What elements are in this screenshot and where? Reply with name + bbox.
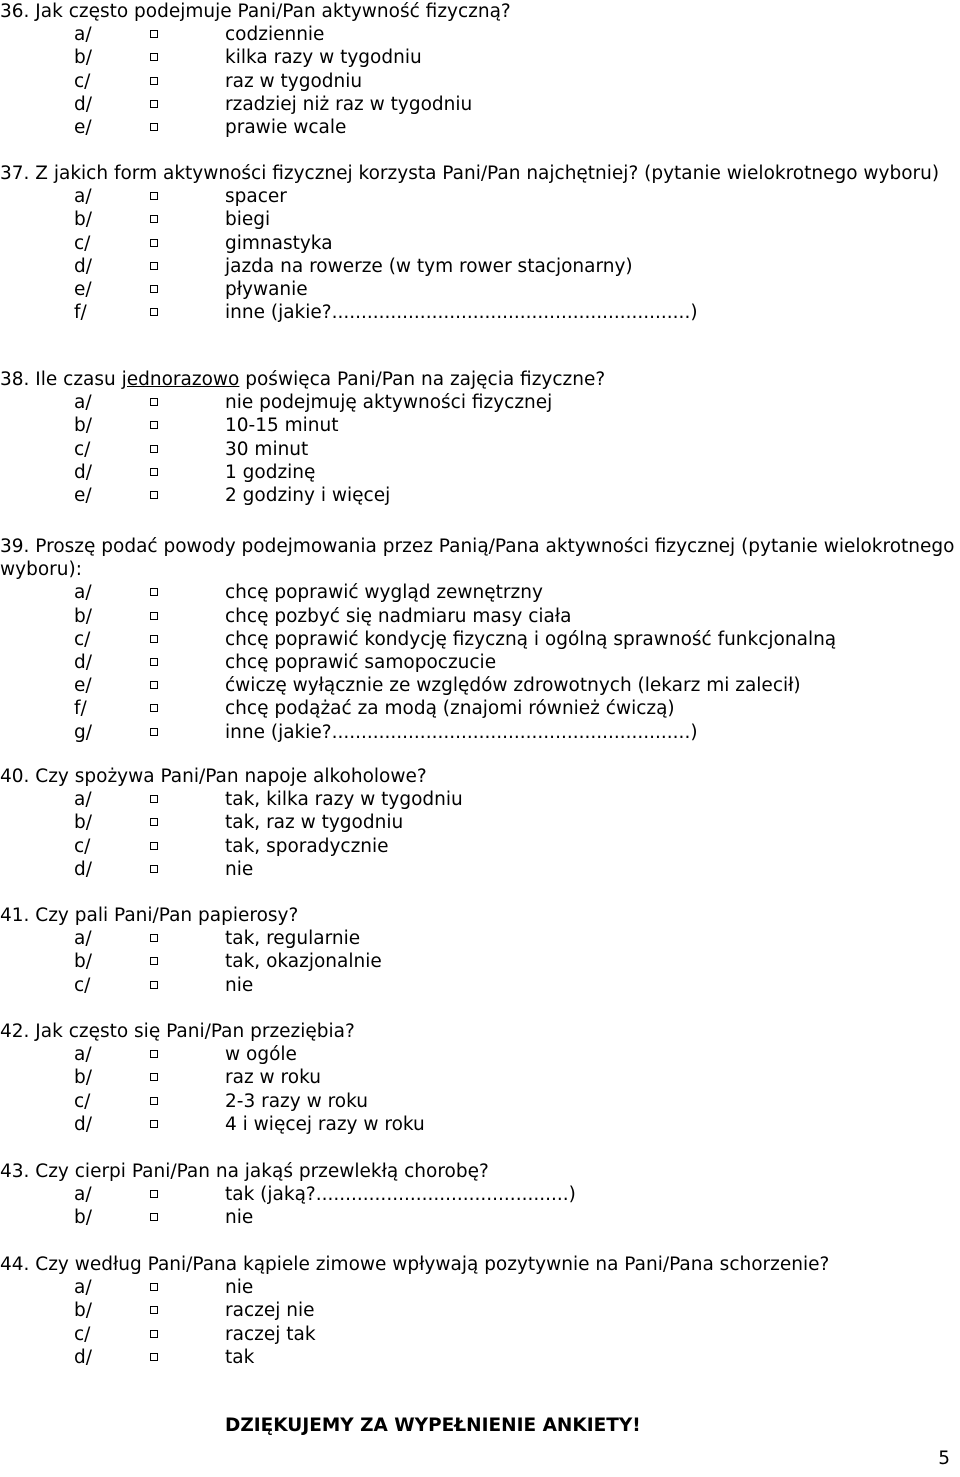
checkbox-icon[interactable] — [150, 1073, 158, 1081]
option-letter: e/ — [74, 278, 92, 300]
answer-option[interactable] — [0, 651, 955, 674]
option-letter: a/ — [74, 1044, 92, 1066]
checkbox-icon[interactable] — [150, 1213, 158, 1221]
answer-option[interactable] — [0, 1323, 955, 1346]
option-label: raz w roku — [225, 1067, 321, 1089]
answer-option[interactable] — [0, 46, 955, 69]
option-letter: c/ — [74, 628, 91, 650]
answer-option[interactable] — [0, 484, 955, 507]
option-label: w ogóle — [225, 1044, 297, 1066]
answer-option[interactable] — [0, 674, 955, 697]
answer-option[interactable] — [0, 208, 955, 231]
checkbox-icon[interactable] — [150, 192, 158, 200]
question-q44 — [0, 1253, 955, 1369]
checkbox-icon[interactable] — [150, 445, 158, 453]
answer-option[interactable] — [0, 301, 955, 324]
checkbox-icon[interactable] — [150, 468, 158, 476]
option-letter: b/ — [74, 1067, 92, 1089]
option-letter: a/ — [74, 789, 92, 811]
checkbox-icon[interactable] — [150, 865, 158, 873]
option-letter: g/ — [74, 721, 92, 743]
question-text-emphasis: jednorazowo — [121, 369, 240, 390]
question-text-part: 37. Z jakich form aktywności fizycznej korzysta Pani/Pan najchętniej? (pytanie wielokrotnego wyboru) — [0, 163, 940, 184]
answer-option[interactable] — [0, 1346, 955, 1369]
question-q43 — [0, 1160, 955, 1230]
option-label: 30 minut — [225, 438, 309, 460]
question-q38 — [0, 368, 955, 507]
option-letter: d/ — [74, 93, 92, 115]
checkbox-icon[interactable] — [150, 842, 158, 850]
answer-option[interactable] — [0, 1113, 955, 1136]
option-letter: a/ — [74, 928, 92, 950]
question-text-part: 39. Proszę podać powody podejmowania przez Panią/Pana aktywności fizycznej (pytanie wielokrotnego wyboru): — [0, 536, 955, 581]
question-q41 — [0, 904, 955, 997]
option-label: jazda na rowerze (w tym rower stacjonarny) — [225, 255, 633, 277]
checkbox-icon[interactable] — [150, 1050, 158, 1058]
checkbox-icon[interactable] — [150, 704, 158, 712]
option-letter: b/ — [74, 951, 92, 973]
checkbox-icon[interactable] — [150, 398, 158, 406]
checkbox-icon[interactable] — [150, 421, 158, 429]
answer-option[interactable] — [0, 461, 955, 484]
option-label: 4 i więcej razy w roku — [225, 1113, 425, 1135]
option-letter: b/ — [74, 812, 92, 834]
answer-option[interactable] — [0, 391, 955, 414]
question-q40 — [0, 765, 955, 881]
thank-you-footer: DZIĘKUJEMY ZA WYPEŁNIENIE ANKIETY! — [225, 1415, 641, 1436]
answer-option[interactable] — [0, 278, 955, 301]
checkbox-icon[interactable] — [150, 30, 158, 38]
checkbox-icon[interactable] — [150, 588, 158, 596]
answer-option[interactable] — [0, 788, 955, 811]
option-letter: f/ — [74, 302, 87, 324]
option-letter: d/ — [74, 651, 92, 673]
question-q37 — [0, 162, 955, 324]
option-letter: a/ — [74, 1277, 92, 1299]
option-label: nie — [225, 1207, 254, 1229]
option-label: nie podejmuję aktywności fizycznej — [225, 392, 553, 414]
answer-option[interactable] — [0, 605, 955, 628]
option-label: gimnastyka — [225, 232, 333, 254]
option-letter: b/ — [74, 1207, 92, 1229]
option-letter: e/ — [74, 484, 92, 506]
option-label: pływanie — [225, 278, 308, 300]
option-label: spacer — [225, 186, 287, 208]
answer-option[interactable] — [0, 93, 955, 116]
answer-option[interactable] — [0, 1066, 955, 1089]
option-letter: a/ — [74, 1184, 92, 1206]
option-label: biegi — [225, 209, 271, 231]
option-label: codziennie — [225, 24, 325, 46]
answer-option[interactable] — [0, 70, 955, 93]
option-label: inne (jakie?.............................................................) — [225, 302, 698, 324]
question-text — [0, 0, 955, 23]
question-text-part: 44. Czy według Pani/Pana kąpiele zimowe wpływają pozytywnie na Pani/Pana schorzenie? — [0, 1254, 830, 1275]
option-letter: b/ — [74, 1300, 92, 1322]
question-text-part: 42. Jak często się Pani/Pan przeziębia? — [0, 1021, 355, 1042]
checkbox-icon[interactable] — [150, 308, 158, 316]
checkbox-icon[interactable] — [150, 612, 158, 620]
checkbox-icon[interactable] — [150, 1283, 158, 1291]
option-label: nie — [225, 974, 254, 996]
answer-option[interactable] — [0, 835, 955, 858]
option-letter: c/ — [74, 70, 91, 92]
question-q42 — [0, 1020, 955, 1136]
answer-option[interactable] — [0, 23, 955, 46]
option-label: tak (jaką?...........................................) — [225, 1184, 576, 1206]
option-letter: a/ — [74, 392, 92, 414]
checkbox-icon[interactable] — [150, 285, 158, 293]
checkbox-icon[interactable] — [150, 100, 158, 108]
answer-option[interactable] — [0, 116, 955, 139]
option-label: 2-3 razy w roku — [225, 1090, 368, 1112]
checkbox-icon[interactable] — [150, 1120, 158, 1128]
answer-option[interactable] — [0, 1090, 955, 1113]
option-letter: b/ — [74, 47, 92, 69]
option-label: tak, raz w tygodniu — [225, 812, 404, 834]
checkbox-icon[interactable] — [150, 123, 158, 131]
option-label: chcę poprawić kondycję fizyczną i ogólną sprawność funkcjonalną — [225, 628, 837, 650]
checkbox-icon[interactable] — [150, 77, 158, 85]
option-label: chcę podążać za modą (znajomi również ćwiczą) — [225, 698, 675, 720]
option-letter: d/ — [74, 255, 92, 277]
option-letter: b/ — [74, 415, 92, 437]
question-text-part: 41. Czy pali Pani/Pan papierosy? — [0, 905, 299, 926]
option-letter: c/ — [74, 1323, 91, 1345]
option-letter: d/ — [74, 1113, 92, 1135]
checkbox-icon[interactable] — [150, 239, 158, 247]
question-text — [0, 162, 955, 185]
question-text-part: 43. Czy cierpi Pani/Pan na jakąś przewlekłą chorobę? — [0, 1161, 489, 1182]
answer-option[interactable] — [0, 232, 955, 255]
option-label: chcę poprawić wygląd zewnętrzny — [225, 582, 543, 604]
answer-option[interactable] — [0, 185, 955, 208]
answer-option[interactable] — [0, 1043, 955, 1066]
option-label: rzadziej niż raz w tygodniu — [225, 93, 473, 115]
option-letter: c/ — [74, 974, 91, 996]
option-letter: c/ — [74, 835, 91, 857]
option-label: kilka razy w tygodniu — [225, 47, 422, 69]
option-letter: a/ — [74, 24, 92, 46]
option-letter: e/ — [74, 675, 92, 697]
option-label: raczej nie — [225, 1300, 315, 1322]
checkbox-icon[interactable] — [150, 934, 158, 942]
answer-option[interactable] — [0, 811, 955, 834]
answer-option[interactable] — [0, 628, 955, 651]
option-label: raz w tygodniu — [225, 70, 363, 92]
option-label: raczej tak — [225, 1323, 316, 1345]
question-text-part: poświęca Pani/Pan na zajęcia fizyczne? — [239, 369, 606, 390]
option-label: prawie wcale — [225, 116, 347, 138]
option-letter: e/ — [74, 116, 92, 138]
option-letter: d/ — [74, 461, 92, 483]
question-text-part: 38. Ile czasu — [0, 369, 122, 390]
question-text — [0, 368, 955, 391]
answer-option[interactable] — [0, 414, 955, 437]
answer-option[interactable] — [0, 721, 955, 744]
checkbox-icon[interactable] — [150, 1306, 158, 1314]
option-letter: d/ — [74, 858, 92, 880]
option-label: tak, kilka razy w tygodniu — [225, 789, 463, 811]
checkbox-icon[interactable] — [150, 795, 158, 803]
question-q36 — [0, 0, 955, 139]
option-label: tak, okazjonalnie — [225, 951, 382, 973]
checkbox-icon[interactable] — [150, 1330, 158, 1338]
question-text — [0, 1020, 955, 1043]
checkbox-icon[interactable] — [150, 1097, 158, 1105]
checkbox-icon[interactable] — [150, 491, 158, 499]
option-label: 1 godzinę — [225, 461, 316, 483]
question-text — [0, 1160, 955, 1183]
answer-option[interactable] — [0, 1299, 955, 1322]
option-label: tak — [225, 1346, 255, 1368]
checkbox-icon[interactable] — [150, 262, 158, 270]
answer-option[interactable] — [0, 255, 955, 278]
option-label: nie — [225, 858, 254, 880]
option-label: chcę pozbyć się nadmiaru masy ciała — [225, 605, 572, 627]
checkbox-icon[interactable] — [150, 957, 158, 965]
answer-option[interactable] — [0, 974, 955, 997]
option-label: 2 godziny i więcej — [225, 484, 391, 506]
checkbox-icon[interactable] — [150, 981, 158, 989]
option-letter: a/ — [74, 186, 92, 208]
answer-option[interactable] — [0, 1276, 955, 1299]
answer-option[interactable] — [0, 927, 955, 950]
answer-option[interactable] — [0, 950, 955, 973]
answer-option[interactable] — [0, 697, 955, 720]
option-letter: c/ — [74, 232, 91, 254]
option-label: ćwiczę wyłącznie ze względów zdrowotnych (lekarz mi zalecił) — [225, 675, 801, 697]
option-label: tak, regularnie — [225, 928, 361, 950]
checkbox-icon[interactable] — [150, 1190, 158, 1198]
option-label: tak, sporadycznie — [225, 835, 389, 857]
answer-option[interactable] — [0, 858, 955, 881]
option-label: 10-15 minut — [225, 415, 339, 437]
checkbox-icon[interactable] — [150, 53, 158, 61]
option-letter: d/ — [74, 1346, 92, 1368]
checkbox-icon[interactable] — [150, 681, 158, 689]
option-letter: b/ — [74, 209, 92, 231]
checkbox-icon[interactable] — [150, 1353, 158, 1361]
checkbox-icon[interactable] — [150, 635, 158, 643]
checkbox-icon[interactable] — [150, 658, 158, 666]
option-label: inne (jakie?.............................................................) — [225, 721, 698, 743]
page-number: 5 — [938, 1448, 950, 1469]
answer-option[interactable] — [0, 1183, 955, 1206]
option-letter: b/ — [74, 605, 92, 627]
answer-option[interactable] — [0, 1206, 955, 1229]
question-text — [0, 1253, 955, 1276]
question-q39 — [0, 535, 955, 744]
option-label: chcę poprawić samopoczucie — [225, 651, 497, 673]
option-letter: f/ — [74, 698, 87, 720]
option-letter: c/ — [74, 1090, 91, 1112]
question-text — [0, 904, 955, 927]
checkbox-icon[interactable] — [150, 728, 158, 736]
question-text — [0, 535, 955, 581]
option-letter: c/ — [74, 438, 91, 460]
option-letter: a/ — [74, 582, 92, 604]
answer-option[interactable] — [0, 581, 955, 604]
question-text-part: 40. Czy spożywa Pani/Pan napoje alkoholowe? — [0, 766, 427, 787]
option-label: nie — [225, 1277, 254, 1299]
question-text-part: 36. Jak często podejmuje Pani/Pan aktywność fizyczną? — [0, 1, 511, 22]
checkbox-icon[interactable] — [150, 215, 158, 223]
checkbox-icon[interactable] — [150, 818, 158, 826]
answer-option[interactable] — [0, 438, 955, 461]
question-text — [0, 765, 955, 788]
